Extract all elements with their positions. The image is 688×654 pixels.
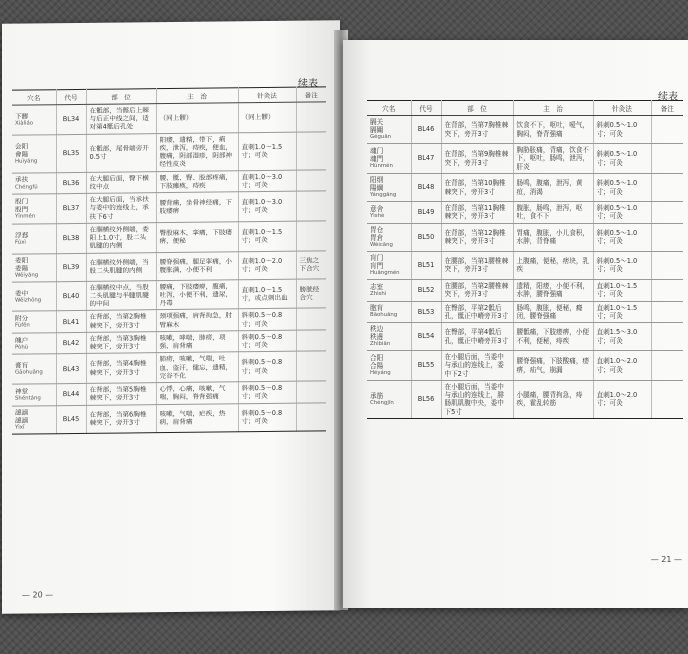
point-location: 在背部，当第5胸椎棘突下，旁开3寸	[86, 383, 156, 405]
point-pinyin: Yīnmén	[15, 213, 36, 220]
point-method: 斜刺0.5～0.8寸；可灸	[238, 403, 296, 432]
table-row	[367, 351, 683, 381]
point-pinyin: Wèicāng	[370, 242, 393, 249]
point-name-cell	[367, 251, 411, 279]
point-location: 在背部，当第9胸椎棘突下，旁开3寸	[441, 144, 513, 174]
point-code: BL51	[411, 251, 441, 279]
acupoint-table-right	[367, 100, 683, 419]
point-note	[651, 116, 683, 144]
point-location: 在背部，当第10胸椎棘突下，旁开3寸	[441, 173, 513, 201]
table-row	[12, 402, 326, 434]
point-name-cell	[367, 116, 411, 144]
table-row	[367, 280, 683, 301]
table-row	[367, 251, 683, 279]
table-row	[367, 173, 683, 201]
point-location: 在小腿后面，当委中与承山的连线上，腓肠肌肌腹中央，委中下5寸	[441, 380, 513, 418]
header-indications: 主 治	[513, 101, 593, 116]
point-method: 直刺1.0～2.0寸；可灸	[593, 351, 651, 381]
point-note	[296, 351, 326, 381]
point-note	[296, 221, 326, 251]
point-indications: 腰脊强痛，腿足挛痛，小腹胀满，小便不利	[156, 251, 238, 280]
point-note	[296, 402, 326, 431]
point-pinyin: Yìshè	[370, 213, 385, 220]
point-name-cell	[12, 253, 56, 282]
header-code: 代号	[411, 101, 441, 116]
point-method: 直刺1.0～1.5寸；可灸	[593, 280, 651, 301]
point-pinyin: Yánggāng	[370, 192, 397, 199]
point-note	[651, 202, 683, 223]
header-location: 部 位	[86, 89, 156, 105]
point-note	[296, 170, 326, 192]
point-note	[296, 381, 326, 403]
point-location: 在小腿后面，当委中与承山的连线上，委中下2寸	[441, 351, 513, 381]
point-indications: 胸胁胀痛，背痛，饮食不下，呕吐，肠鸣，泄泻，肝炎	[513, 144, 593, 174]
point-pinyin: Gāohuāng	[15, 369, 43, 377]
point-method: 斜刺0.5～1.0寸；可灸	[593, 116, 651, 144]
point-name: 魄户	[15, 336, 29, 345]
point-code: BL40	[56, 281, 86, 311]
point-note: 膀胱经合穴	[296, 279, 326, 309]
table-row	[12, 279, 326, 312]
header-name: 穴名	[12, 90, 56, 105]
point-code: BL43	[56, 354, 86, 384]
point-indications: 腰骶痛，下肢痿痹，小便不利，便秘，痔疾	[513, 322, 593, 350]
point-name: 殷门	[15, 197, 29, 206]
point-method: 斜刺0.5～1.0寸；可灸	[593, 223, 651, 251]
point-code: BL45	[56, 405, 86, 434]
point-name: 魂门	[370, 146, 384, 155]
point-pinyin: Wěizhōng	[15, 297, 42, 304]
point-name: 承扶	[15, 175, 29, 185]
point-pinyin: Zhìshì	[370, 291, 387, 298]
point-name-cell	[12, 194, 56, 224]
point-code: BL52	[411, 280, 441, 301]
point-note	[296, 132, 326, 170]
point-location: 在背部，当第12胸椎棘突下，旁开3寸	[441, 223, 513, 251]
right-page	[343, 40, 688, 608]
point-location: 在臀部，平第4骶后孔，骶正中嵴旁开3寸	[441, 322, 513, 350]
point-name: 殷門	[15, 205, 29, 214]
point-name-cell	[12, 405, 56, 434]
point-name: 委中	[15, 289, 29, 298]
point-code: BL38	[56, 223, 86, 253]
point-indications: 咳嗽，哮喘，肺痨，项强，肩背痛	[156, 331, 238, 353]
point-pinyin: Huāngmén	[370, 270, 400, 277]
table-row	[12, 250, 326, 282]
point-location: 在背部，当第2胸椎棘突下，旁开3寸	[86, 310, 156, 332]
point-name-cell	[12, 134, 56, 172]
point-pinyin: Húnmén	[370, 163, 393, 170]
table-row	[367, 116, 683, 144]
point-name-cell	[12, 172, 56, 194]
table-row	[367, 144, 683, 174]
point-code: BL46	[411, 116, 441, 144]
point-name: 陽綱	[370, 184, 384, 193]
point-method: 直刺1.0～3.0寸；可灸	[238, 191, 296, 221]
point-indications: 上腹痛，便秘，痞块，乳疾	[513, 251, 593, 279]
point-indications: 腰脊强痛，下肢酸痛，痿痹，疝气，崩漏	[513, 351, 593, 381]
point-note	[651, 223, 683, 251]
point-name-cell	[12, 224, 56, 254]
point-method: 斜刺0.5～1.0寸；可灸	[593, 144, 651, 174]
point-indications: 遗精，阳痿，小便不利，水肿，腰脊强痛	[513, 280, 593, 301]
header-indications: 主 治	[156, 88, 238, 104]
point-note	[651, 173, 683, 201]
point-location: 在背部，当第7胸椎棘突下，旁开3寸	[441, 116, 513, 144]
point-pinyin: Héyáng	[370, 370, 391, 377]
point-indications: 饮食不下，呕吐，嗳气，胸闷，脊背强痛	[513, 116, 593, 144]
point-code: BL37	[56, 193, 86, 223]
point-note	[651, 351, 683, 381]
point-name: 委阳	[15, 256, 29, 265]
point-indications: 小腿痛，腰背拘急，痔疾，霍乱转筋	[513, 380, 593, 418]
point-pinyin: Chéngjīn	[370, 400, 394, 407]
point-location: 在腘横纹外侧端，委阳上1.0寸，股二头肌腱的内侧	[86, 222, 156, 252]
point-note	[296, 102, 326, 132]
point-note	[296, 308, 326, 330]
point-location: 在骶部，当髂后上棘与后正中线之间，适对第4骶后孔处	[86, 104, 156, 134]
header-method: 针灸法	[593, 101, 651, 116]
table-row	[12, 132, 326, 173]
point-name: 胞肓	[370, 304, 384, 313]
point-name: 秩边	[370, 324, 384, 333]
point-code: BL53	[411, 301, 441, 322]
continued-label: 续表	[658, 92, 678, 103]
point-location: 在腘横纹外侧端，当股二头肌腱的内侧	[86, 252, 156, 281]
point-indications: 肠鸣，腹胀，便秘，癃闭，腰脊强痛	[513, 301, 593, 322]
point-location: 在背部，当第11胸椎棘突下，旁开3寸	[441, 202, 513, 223]
point-method: 直刺1.0～3.0寸；可灸	[238, 170, 296, 192]
point-name-cell	[367, 223, 411, 251]
table-row	[12, 102, 326, 135]
point-code: BL36	[56, 172, 86, 194]
point-location: 在大腿后面，臀下横纹中点	[86, 171, 156, 193]
point-indications: 臀股麻木，挛痛，下肢痿痹，便秘	[156, 222, 238, 253]
point-location: 在大腿后面，当承扶与委中的连线上，承扶下6寸	[86, 193, 156, 223]
left-page	[2, 20, 340, 614]
point-method: 斜刺0.5～1.0寸；可灸	[593, 173, 651, 201]
point-location: 在腰部，当第2腰椎棘突下，旁开3寸	[441, 280, 513, 301]
point-name-cell	[367, 351, 411, 381]
point-name: 会阳	[15, 142, 29, 151]
point-method: 直刺1.0～2.0寸；可灸	[238, 251, 296, 280]
point-name: 肓门	[370, 253, 384, 262]
point-name: 附分	[15, 314, 29, 323]
point-pinyin: Géguān	[370, 134, 392, 141]
header-note: 备注	[651, 101, 683, 116]
point-code: BL50	[411, 223, 441, 251]
point-pinyin: Fùfēn	[15, 322, 30, 330]
point-method: 斜刺0.5～0.8寸；可灸	[238, 309, 296, 331]
continued-label: 续表	[298, 78, 318, 90]
header-method: 针灸法	[238, 87, 296, 103]
point-indications: 颈项强痛，肩背拘急，肘臂麻木	[156, 309, 238, 331]
point-code: BL34	[56, 104, 86, 134]
point-name: 合阳	[370, 353, 384, 362]
table-row	[367, 202, 683, 223]
point-name: 譩譆	[15, 408, 29, 417]
point-name: 胃倉	[370, 233, 384, 242]
point-name: 譩譆	[15, 416, 29, 425]
point-name-cell	[12, 333, 56, 355]
table-row	[12, 191, 326, 224]
point-note	[651, 280, 683, 301]
point-pinyin: Zhìbiān	[370, 341, 391, 348]
point-indications: 胃痛，腹胀，小儿食积，水肿，背脊痛	[513, 223, 593, 251]
point-method: 斜刺0.5～1.0寸；可灸	[593, 202, 651, 223]
point-indications: 肺痨，咳嗽，气喘，吐血，盗汗，健忘，遗精，完谷不化	[156, 352, 238, 383]
point-location: 在背部，当第4胸椎棘突下，旁开3寸	[86, 353, 156, 383]
point-indications: （同上髎）	[156, 103, 238, 134]
point-indications: 心悸，心痛，咳嗽，气喘，胸闷，脊背强痛	[156, 382, 238, 404]
point-location: 在腰部，当第1腰椎棘突下，旁开3寸	[441, 251, 513, 279]
point-name-cell	[12, 354, 56, 384]
page-number: — 21 —	[650, 555, 682, 564]
point-name-cell	[12, 105, 56, 135]
point-method: 斜刺0.5～0.8寸；可灸	[238, 381, 296, 403]
point-name: 委陽	[15, 264, 29, 273]
point-pinyin: Shéntáng	[15, 395, 41, 402]
point-note: 三焦之下合穴	[296, 250, 326, 279]
point-location: 在骶部，尾骨端旁开0.5寸	[86, 133, 156, 172]
point-indications: 咳嗽，气喘，疟疾，热病，肩背痛	[156, 403, 238, 432]
point-location: 在背部，当第6胸椎棘突下，旁开3寸	[86, 404, 156, 433]
point-pinyin: Yìxǐ	[15, 424, 25, 431]
point-method: （同上髎）	[238, 102, 296, 132]
point-method: 直刺1.0～1.5寸；可灸	[593, 301, 651, 322]
point-name-cell	[367, 202, 411, 223]
acupoint-table-left	[12, 86, 326, 434]
table-row	[12, 351, 326, 384]
point-indications: 腰、骶、臀、股部疼痛，下肢瘫痪，痔疾	[156, 170, 238, 192]
point-name: 阳纲	[370, 175, 384, 184]
point-method: 斜刺0.5～0.8寸；可灸	[238, 330, 296, 352]
point-method: 直刺1.5～3.0寸；可灸	[593, 322, 651, 350]
table-row	[367, 322, 683, 350]
point-name-cell	[12, 281, 56, 311]
point-name: 志室	[370, 282, 384, 291]
point-code: BL44	[56, 383, 86, 405]
point-note	[651, 251, 683, 279]
point-code: BL54	[411, 322, 441, 350]
point-note	[651, 144, 683, 174]
point-name: 膈關	[370, 126, 384, 135]
point-name: 浮郄	[15, 231, 29, 240]
header-code: 代号	[56, 89, 86, 104]
point-name: 神堂	[15, 387, 29, 396]
point-note	[296, 330, 326, 352]
point-method: 斜刺0.5～0.8寸；可灸	[238, 352, 296, 382]
point-location: 在臀部，平第2骶后孔，骶正中嵴旁开3寸	[441, 301, 513, 322]
point-code: BL55	[411, 351, 441, 381]
point-indications: 阳痿，遗精，带下，痢疾，泄泻，痔疾，便血，腹痛，阴部湿疹，阴部神经性皮炎	[156, 133, 238, 172]
point-indications: 腰背痛，坐骨神经痛，下肢痿痹	[156, 192, 238, 223]
point-note	[651, 322, 683, 350]
point-pinyin: Pòhù	[15, 344, 29, 351]
point-name-cell	[12, 384, 56, 406]
point-pinyin: Xiàliáo	[15, 120, 34, 127]
table-row	[367, 301, 683, 322]
point-pinyin: Wěiyáng	[15, 272, 39, 279]
point-note	[651, 301, 683, 322]
point-name-cell	[367, 322, 411, 350]
point-name: 會陽	[15, 150, 29, 159]
point-name-cell	[367, 301, 411, 322]
point-name: 魂門	[370, 155, 384, 164]
point-pinyin: Fúxì	[15, 239, 26, 246]
point-code: BL56	[411, 380, 441, 418]
point-method: 直刺1.0～1.5寸；可灸	[238, 221, 296, 251]
point-code: BL49	[411, 202, 441, 223]
point-name-cell	[367, 173, 411, 201]
point-method: 直刺1.0～2.0寸；可灸	[593, 380, 651, 418]
point-pinyin: Bāohuāng	[370, 312, 398, 319]
header-note: 备注	[296, 87, 326, 102]
point-code: BL35	[56, 134, 86, 172]
point-pinyin: Huìyáng	[15, 158, 38, 165]
point-code: BL41	[56, 311, 86, 333]
point-pinyin: Chéngfú	[15, 184, 38, 191]
point-code: BL42	[56, 332, 86, 354]
point-name: 胃仓	[370, 225, 384, 234]
table-row	[12, 221, 326, 254]
point-name: 秩邊	[370, 333, 384, 342]
point-code: BL47	[411, 144, 441, 174]
point-name-cell	[12, 311, 56, 333]
point-method: 直刺1.0～1.5寸，或点刺出血	[238, 279, 296, 309]
point-location: 在背部，当第3胸椎棘突下，旁开3寸	[86, 332, 156, 354]
point-note	[296, 191, 326, 221]
point-name-cell	[367, 380, 411, 418]
point-name: 膏肓	[15, 361, 29, 370]
point-name: 膈关	[370, 118, 384, 126]
point-name: 下髎	[15, 112, 29, 121]
header-name: 穴名	[367, 101, 411, 116]
table-row	[367, 223, 683, 251]
point-indications: 腰痛，下肢痿痹，腹痛，吐泻，小便不利，遗尿，丹毒	[156, 280, 238, 311]
point-indications: 腹胀，肠鸣，泄泻，呕吐，食不下	[513, 202, 593, 223]
point-name: 意舍	[370, 204, 384, 213]
point-indications: 肠鸣，腹痛，泄泻，黄疸，消渴	[513, 173, 593, 201]
point-name-cell	[367, 280, 411, 301]
point-name-cell	[367, 144, 411, 174]
point-code: BL48	[411, 173, 441, 201]
header-location: 部 位	[441, 101, 513, 116]
point-method: 斜刺0.5～1.0寸；可灸	[593, 251, 651, 279]
point-name: 合陽	[370, 362, 384, 371]
point-name: 肓門	[370, 262, 384, 271]
point-method: 直刺1.0～1.5寸；可灸	[238, 132, 296, 171]
page-number: — 20 —	[22, 590, 54, 600]
point-name: 承筋	[370, 391, 384, 400]
point-code: BL39	[56, 253, 86, 282]
point-note	[651, 380, 683, 418]
table-row	[367, 380, 683, 418]
point-location: 在腘横纹中点，当股二头肌腱与半腱肌腱的中间	[86, 280, 156, 310]
